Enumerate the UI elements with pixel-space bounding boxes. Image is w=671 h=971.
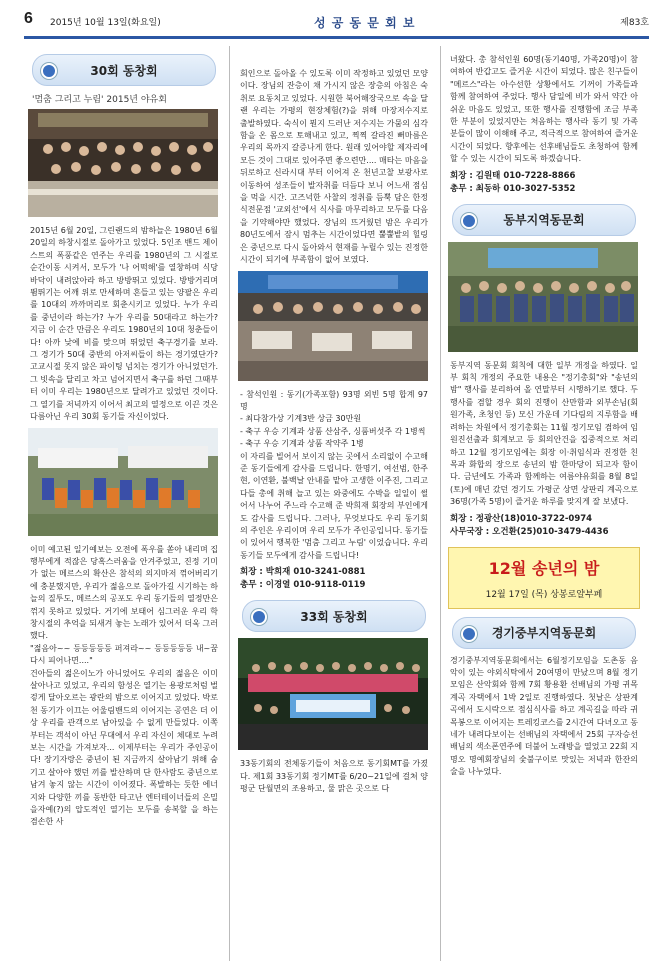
bullet-icon (461, 213, 477, 229)
issue-date: 2015년 10월 13일(화요일) (50, 18, 161, 28)
article-body (240, 758, 428, 795)
contact-info (450, 170, 638, 196)
column-divider (229, 46, 230, 961)
paragraph: 이미 예고된 일기예보는 오전에 폭우를 쏟아 내리며 집행부에게 적잖은 당혹스러움을 안겨주었고, 진정 기미가 없는 메르스의 확산은 참석의 의지마저 꺾어버리기에 충분했지만, 우리가 젊음으로 돌아가길 시기하는 하늘의 질투도, 메르스의 공포도 우리 동기들의 열정만은 꺾지 못하고 있었다. 거기에 보태어 심그러운 우리 학창시절의 추억을 되새겨 놓는 노래가 있어서 더욱 그러했다. (30, 544, 218, 641)
article-body (450, 54, 638, 166)
contact-info (450, 513, 638, 539)
group-photo-mt (238, 638, 430, 754)
group-photo-soccer (28, 428, 220, 540)
bullet-icon (251, 609, 267, 625)
president-contact: 회장 : 김원태 010-7228-8866 (450, 170, 576, 181)
paragraph: 회인으로 돌아올 수 있도록 이미 작정하고 있었던 모양이다. 장님의 잔층이 채 가시지 않은 장층의 아침은 숙취로 요동치고 있었다. 시원한 북어해장국으로 속을 달랜 우리는 가평의 현장체험(?)을 위해 마장저수지로 출발하였다. 숙식이 뭔지 드러난 저수지는 가뭄의 심각함을 온 몸으로 토해내고 있고, 찍찍 갈라진 뻐마름은 우리의 목까지 갈증나게 한다. 원래 있어야할 제자리에 모든 것이 그대로 있어주면 좋으련만.... 매타는 마음을 뒤로하고 신라시대 부터 이어져 온 천년고찰 보광사로 이동하여 성조들이 발자취를 더듬다 보니 어느새 점심을 먹을 시간. 고즈넉한 사찰의 정취를 듬뿍 담은 한정식전문점 '교외선'에서 식사를 마무리하고 모두를 다음을 기약해야만 했었다. 장님의 뜨거웠던 밤은 우리가 80년도에서 잠시 멈추는 시간이었다면 뿔뿔밭의 힐링은 중년으로 다시 돌아와서 현재를 누릴수 있는 진정한 시간이 되기에 부족함이 없어 보였다. (240, 69, 428, 265)
column-3 (448, 46, 640, 961)
page-number: 6 (24, 10, 33, 27)
detail-line: - 축구 우승 기계과 상품 산삼주, 싱품버섯주 각 1병씩 (240, 426, 426, 436)
column-divider (440, 46, 441, 961)
section-heading (452, 204, 636, 236)
article-body (450, 360, 638, 509)
paragraph: 녀왔다. 총 참석인원 60명(동기40명, 가족20명)이 참여하여 반갑고도 즐거운 시간이 되었다. 많은 친구들이 "메르스"라는 아수선한 상황에서도 기꺼이 가족들과 함께 참여하여 주었다. 행사 담일에 비가 와서 약간 아쉬운 마음도 있었고, 또한 행사를 진행함에 조금 부족한 부분이 있었지만는 처음하는 행사라 동기 및 가족 분들이 많이 이해해 주고, 적극적으로 참여하여 즐거운 시간이 되었다. 향후에는 선후배님들도 초청하여 함께할 수 있는 시간이 되도록 하겠습니다. (450, 55, 638, 164)
issue-number: 제83호 (620, 18, 649, 28)
header-rule (24, 36, 649, 39)
president-contact: 회장 : 정광산(18)010-3722-0974 (450, 513, 593, 524)
bullet-icon (461, 626, 477, 642)
section-heading (242, 600, 426, 632)
heading-text: 경기중부지역동문회 (491, 626, 597, 641)
secretary-contact: 사무국장 : 오건환(25)010-3479-4436 (450, 526, 609, 537)
banner-detail: 12월 17일 (목) 상봉로얄부페 (485, 589, 603, 600)
detail-line: - 축구 우승 기계과 상품 작약주 1병 (240, 439, 364, 449)
contact-info (240, 566, 428, 592)
president-contact: 회장 : 박희재 010-3241-0881 (240, 567, 366, 578)
detail-line: - 참석인원 : 동기(가족포함) 93명 외빈 5명 합계 97명 (240, 389, 428, 411)
section-heading (452, 617, 636, 649)
year-end-event-banner (448, 547, 640, 609)
heading-text: 30회 동창회 (90, 63, 158, 78)
group-photo-hall (238, 271, 430, 385)
bullet-icon (41, 63, 57, 79)
article-body (30, 544, 218, 829)
paragraph: 2015년 6월 20일, 그린랜드의 밤하늘은 1980년 6월 20일의 하창시절로 돌아가고 있었다. 5인조 밴드 제이스트의 폭풍같은 연주는 우리를 1980년의 그 시절로 순간이동 시켜서, 모두가 '나 어떡해'를 열창하며 식당 바닥이 내려앉아라 하고 방방뛰고 있었다. 방방거리며 뜀뛰기는 어깨 위로 만세하며 흔들고 있는 양팔은 우리를 10대의 까까머리로 회춘시키고 있었다. 누가 우리를 중년이라 하는가? 누가 우리를 50대라고 하는가? 지금 이 순간 만큼은 우리도 1980년의 10대 청춘들이다! 아까 낮에 비를 맞으며 뛰었던 축구경기를 보라. 그 경기가 50대 중반의 아저씨들이 하는 경기였단가? 고교시절 못지 않은 파이팅 넘치는 경기가 아니었던가. 그 빗속을 달리고 차고 넘어지면서 축구를 하던 그때부터 이미 우리는 1980년으로 달려가고 있었던 것이다. 그 열기를 저녁까지 이어서 최고의 열정으로 이끈 것은 다름아닌 우리 30회 동기들 자신이었다. (30, 226, 218, 422)
heading-text: 33회 동창회 (300, 609, 368, 624)
secretary-contact: 총무 : 최동하 010-3027-5352 (450, 183, 576, 194)
page-header (24, 10, 649, 34)
paragraph: 경기중부지역동문회에서는 6월정기모임을 도촌동 음악이 있는 야외식탁에서 20여명이 만났으며 8월 정기모임은 산악회와 함께 7회 황용환 선배님의 가평 귀목계곡 자택에서 1박 2일로 진행하였다. 첫날은 상판계곡에서 도시락으로 점심식사를 하고 계곡길을 따라 귀목봉으로 이어지는 트레킹코스를 2시간여 다녀오고 동네가 내려다보이는 선배님의 자택에서 25회 구자승선배님의 색소폰연주에 더불어 노래방을 열었고 22회 지명오 명예회장님의 숯불구이로 맛있는 저녁과 한잔의 술을 나누었다. (450, 655, 638, 777)
column-1 (28, 46, 220, 961)
heading-text: 동부지역동문회 (503, 213, 585, 228)
event-details (240, 389, 428, 563)
paragraph: 동부지역 동문회 회칙에 대한 일부 개정을 하였다. 일부 회칙 개정의 주요한 내용은 "정기총회"와 "송년의 밤" 행사를 분리하여 올 연말부터 시행하기로 했다. 두 행사를 겸할 경우 회의 진행이 산만함과 외부손님(회원가족, 초청인 등) 모신 가운데 기다림의 지루함을 배려하는 차원에서 정기총회는 11월 정기모임 겸하여 임원진선출과 회계보고 등 회의안건을 집중적으로 처리하고 12월 정기모임에는 회장 이·취임식과 진정한 친목과 화합의 장으로 송년의 밤 한마당이 되고자 함이다. 금년에도 가족과 함께하는 여름야유회를 8월 8일(토)에 매년 갔던 경기도 가평군 상면 상판리 계곡으로 36명(가족 5명)이 즐거운 하루를 맞지게 잘 보냈다. (450, 360, 638, 507)
secretary-contact: 총무 : 이경열 010-9118-0119 (240, 580, 366, 591)
detail-line: - 최다참가상 기계3반 상금 30만원 (240, 414, 362, 424)
newsletter-title: 성 공 동 문 회 보 (314, 16, 416, 30)
paragraph: 건아들의 젊은이노가 아니었어도 우리의 젊음은 이미 살아나고 있었고, 우리의 함성은 열기는 용광로처럼 벌겋게 달아오르는 광란의 밤으로 이어지고 있었다. 박로천 동기가 이끄는 어울림밴드의 이어지는 공연은 더 이상 우리를 관객으로 남아있을 수 없게 만들었다. 이쪽부터는 객석이 아닌 무대에서 우리 자신이 체대로 누려보는 시간을 가져보자... 이제부터는 우리가 주인공이다! 장기자랑은 중년이 된 지금까지 살아남기 위해 숨기고 살아야 했던 끼를 발산하며 단 한사람도 중년으로 남겨 놓지 않는 시간이 이어졌다. 폭발하는 듯한 에너지와 다양한 끼를 동반한 타고난 엔터테이너들의 은밀을자예(?)의 압도적인 열기는 모두를 송복할 을 하는 겸손한 사 (30, 668, 218, 827)
banner-title: 12월 송년의 밤 (488, 558, 600, 578)
article-body (450, 655, 638, 779)
paragraph: 33동기회의 전체동기들이 처음으로 동기회MT를 가졌다. 제1회 33동기회 정기MT를 6/20~21일에 걸쳐 양평군 단월면의 조용하고, 물 맑은 곳으로 다 (240, 759, 428, 793)
section-heading (32, 54, 216, 86)
article-subtitle: '멈춤 그리고 누림' 2015년 야유회 (32, 95, 167, 105)
article-body (30, 225, 218, 424)
column-2 (238, 46, 430, 961)
group-photo-dinner (28, 109, 220, 221)
article-body (240, 68, 428, 267)
paragraph: 이 자리를 빌어서 보이지 않는 곳에서 소리없이 수고해 준 동기들에게 감사를 드립니다. 한명기, 여선범, 한주현, 이연환, 불백날 안내를 맡아 고생한 이주진, 그리고 다들 총에 취해 늘고 있는 와중에도 수박을 일일이 썰어서 나누어 주느라 수고해 준 박희재 회장의 부인에게도 감사를 드립니다. 그러나, 무엇보다도 우리 동기회의 주인은 우리이며 우리 모두가 주인공입니다. 동기들이 있어서 행복한 '멈춤 그리고 누림' 이었습니다. 우리 동기들 모두에게 감사를 드립니다! (240, 451, 428, 560)
song-quote: "젊음아~~ 등등등등등 퍼져라~~ 등등등등등 내~꿈 다시 피어나면...." (30, 643, 218, 666)
group-photo-outdoor (448, 242, 640, 356)
